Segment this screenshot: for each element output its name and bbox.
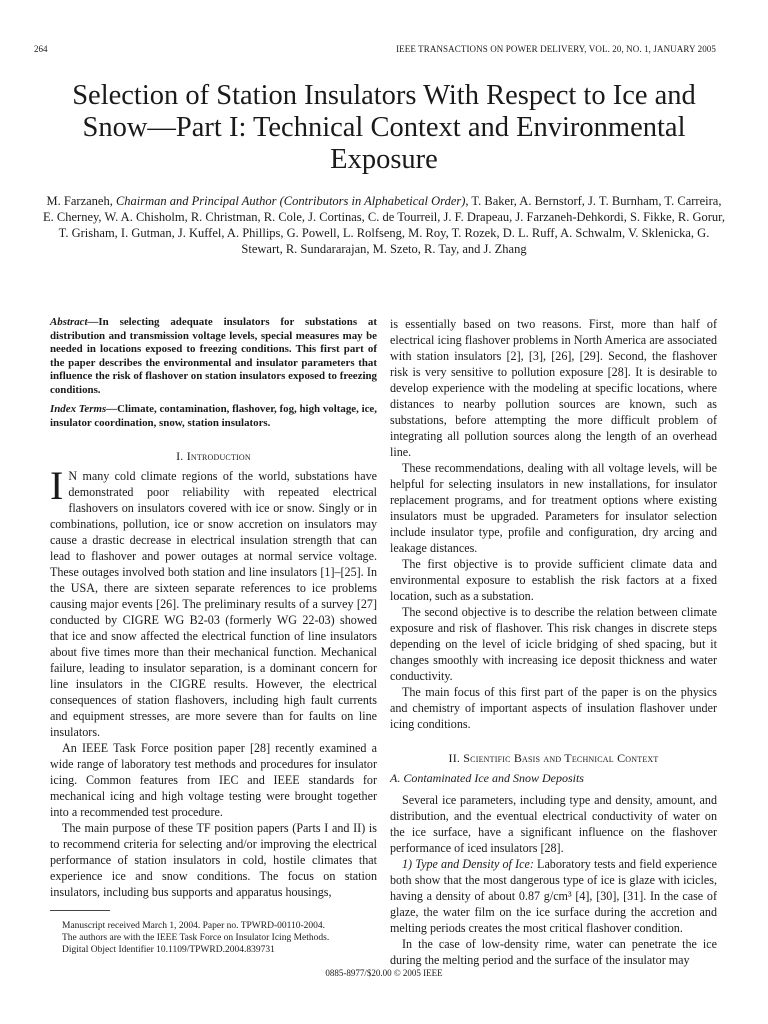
section-heading-scientific-basis: II. Scientific Basis and Technical Context xyxy=(448,751,659,765)
intro-paragraph-4: is essentially based on two reasons. First, more than half of electrical icing flashover problems in North America are associated with station insulators [2], [3], [26], [29]. Second, the flashover risk is very sensitive to pollution exposure [28]. It is desirable to develop experience with the modeling at specific locations, where distances to nearby pollution sources are known, such as substations, before attempting the more difficult problem of integrating all pollution sources along the length of an overhead line. xyxy=(390,317,717,459)
right-column xyxy=(390,316,717,968)
footnote-manuscript: Manuscript received March 1, 2004. Paper no. TPWRD-00110-2004. xyxy=(62,921,326,931)
lead-author-role: Chairman and Principal Author (Contributors in Alphabetical Order) xyxy=(115,194,466,208)
page-number: 264 xyxy=(34,44,48,54)
footnote xyxy=(62,920,382,956)
abstract-label: Abstract— xyxy=(50,316,99,328)
intro-paragraph-3: The main purpose of these TF position papers (Parts I and II) is to recommend criteria for selecting and/or improving the electrical performance of station insulators in cold, hostile climates that experience ice and snow conditions. The focus on station insulators, including bus supports and apparatus housings, xyxy=(50,821,377,899)
intro-paragraph-5: These recommendations, dealing with all voltage levels, will be helpful for selecting insulators in new installations, for insulator replacement programs, and for treatment options where existing insulators must be upgraded. Parameters for insulator selection include insulator type, profile and configuration, dry arcing and leakage distances. xyxy=(390,461,717,555)
type-density-label: 1) Type and Density of Ice: xyxy=(402,857,534,871)
intro-paragraph-1-text: N many cold climate regions of the world, substations have demonstrated poor reliability with repeated electrical flashovers on insulators covered with ice or snow. Singly or in combinations, pollution, ice or snow accretion on insulators may cause a drastic decrease in electrical insulation strength that can lead to flashover and power outages at normal service voltage. These outages involved both station and line insulators [1]–[25]. In the USA, there are sixteen separate references to ice problems causing major events [26]. The preliminary results of a survey [27] conducted by CIGRE WG B2-03 (formerly WG 22-03) showed that ice and snow affected the electrical function of line insulators about five times more than their mechanical function. Mechanical failure, leading to insulator separation, is a dominant concern for line insulators in the CIGRE results. However, the electrical consequences of station flashovers, including high fault currents and equipment stresses, are more severe than for faults on line insulators. xyxy=(50,469,377,739)
index-terms-text: Climate, contamination, flashover, fog, high voltage, ice, insulator coordination, snow, station insulators. xyxy=(50,403,377,429)
drop-cap: I xyxy=(50,463,64,508)
intro-paragraph-2: An IEEE Task Force position paper [28] recently examined a wide range of laboratory test methods and procedures for insulator icing. Common features from IEC and IEEE standards for mechanical icing and high voltage testing were brought together into a recommended test procedure. xyxy=(50,741,377,819)
lead-author: M. Farzaneh, xyxy=(46,194,113,208)
intro-paragraph-7: The second objective is to describe the relation between climate exposure and risk of flashover. This risk changes in discrete steps depending on the level of icicle bridging of shed spacing, but it changes smoothly with increasing ice deposit thickness and water conductivity. xyxy=(390,605,717,683)
section2-paragraph-2-text: Laboratory tests and field experience both show that the most dangerous type of ice is glaze with icicles, having a density of about 0.87 g/cm³ [4], [30], [31]. In the case of glaze, the water film on the ice surface during the accretion and melting periods creates the most critical flashover condition. xyxy=(390,857,717,935)
co-authors: , T. Baker, A. Bernstorf, J. T. Burnham, T. Carreira, E. Cherney, W. A. Chisholm, R. Christman, R. Cole, J. Cortinas, C. de Tourreil, J. F. Drapeau, J. Farzaneh-Dehkordi, S. Fikke, R. Gorur, T. Grisham, I. Gutman, J. Kuffel, A. Phillips, G. Powell, L. Rolfseng, M. Roy, T. Rozek, D. L. Ruff, A. Schwalm, V. Sklenicka, G. Stewart, R. Sundararajan, M. Szeto, R. Tay, and J. Zhang xyxy=(43,194,725,256)
journal-header: IEEE TRANSACTIONS ON POWER DELIVERY, VOL. 20, NO. 1, JANUARY 2005 xyxy=(396,44,716,54)
section-heading-introduction: I. Introduction xyxy=(176,449,251,463)
index-terms xyxy=(50,403,377,430)
index-terms-label: Index Terms— xyxy=(50,403,118,415)
section2-paragraph-3: In the case of low-density rime, water can penetrate the ice during the melting period and the surface of the insulator may xyxy=(390,937,717,967)
footnote-divider xyxy=(50,910,110,911)
abstract-text: In selecting adequate insulators for substations at distribution and transmission voltage levels, special measures may be needed in locations exposed to freezing conditions. This first part of the paper describes the environmental and insulator parameters that influence the risk of flashover on station insulators exposed to freezing conditions. xyxy=(50,316,377,396)
subsection-heading-contaminated-ice: A. Contaminated Ice and Snow Deposits xyxy=(390,771,584,785)
copyright-line: 0885-8977/$20.00 © 2005 IEEE xyxy=(325,968,443,978)
section2-paragraph-1: Several ice parameters, including type and density, amount, and distribution, and the eventual electrical conductivity of water on the ice surface, have a significant influence on the flashover performance of iced insulators [28]. xyxy=(390,793,717,855)
intro-paragraph-8: The main focus of this first part of the paper is on the physics and chemistry of important aspects of insulation flashover under icing conditions. xyxy=(390,685,717,731)
footnote-affiliation: The authors are with the IEEE Task Force on Insulator Icing Methods. xyxy=(62,933,330,943)
footnote-doi: Digital Object Identifier 10.1109/TPWRD.2004.839731 xyxy=(62,945,275,955)
section2-paragraph-2 xyxy=(390,856,717,936)
left-column xyxy=(50,316,377,900)
intro-paragraph-6: The first objective is to provide sufficient climate data and environmental exposure to establish the risk factors at a fixed location, such as a substation. xyxy=(390,557,717,603)
paper-title: Selection of Station Insulators With Respect to Ice and Snow—Part I: Technical Context and Environmental Exposure xyxy=(72,80,696,175)
abstract xyxy=(50,316,377,397)
intro-paragraph-1 xyxy=(50,463,377,740)
author-list xyxy=(40,193,728,257)
